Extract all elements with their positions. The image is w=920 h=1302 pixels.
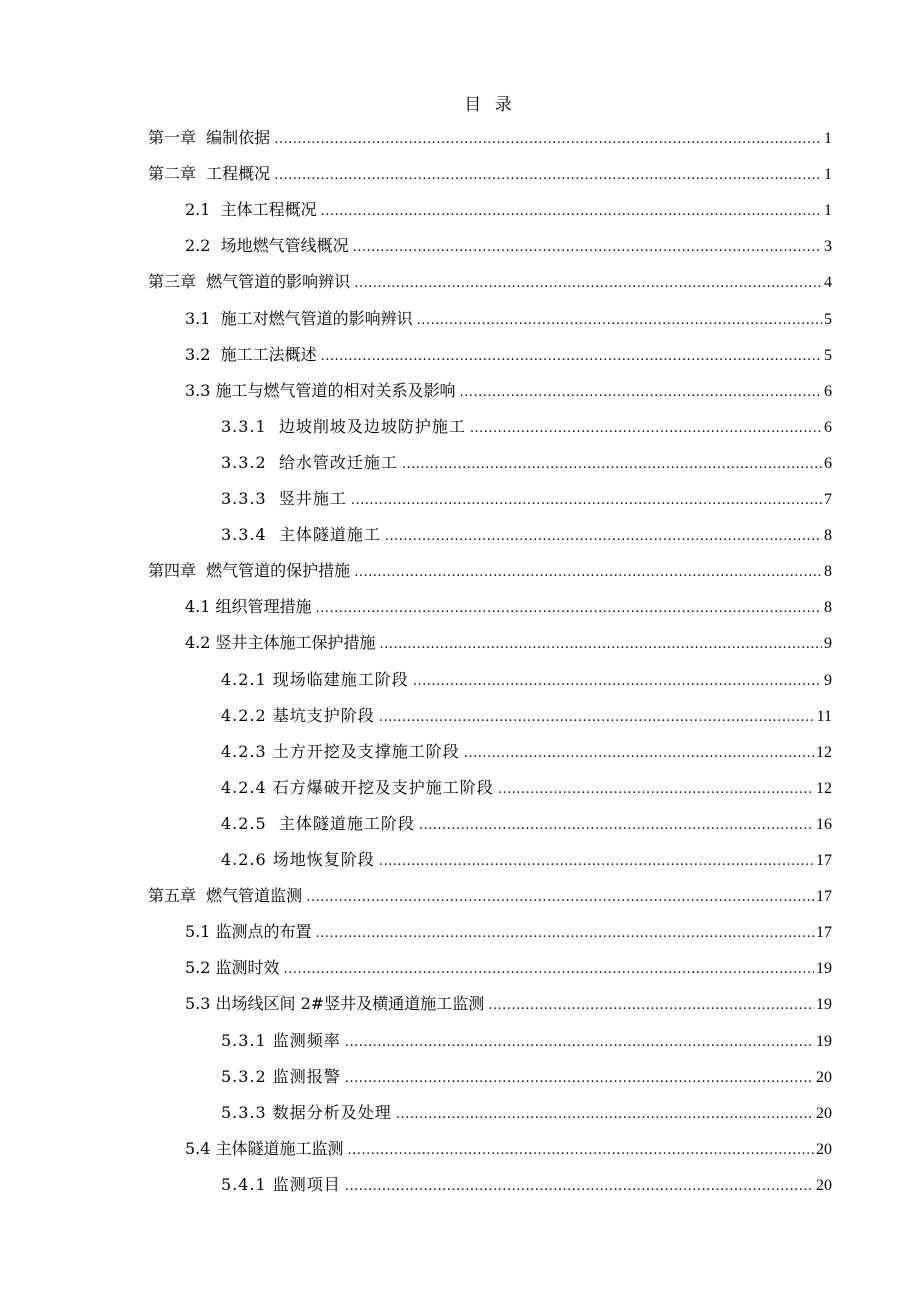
- toc-entry-page-number: 9: [824, 672, 832, 689]
- toc-entry[interactable]: [221, 1065, 832, 1089]
- toc-leader-dots: [316, 922, 814, 946]
- toc-entry-label: 4.2 竖井主体施工保护措施: [185, 633, 376, 652]
- toc-entry-label: 2.1 主体工程概况: [185, 200, 317, 219]
- toc-leader-dots: [379, 706, 815, 730]
- toc-leader-dots: [284, 958, 814, 982]
- toc-leader-dots: [316, 597, 822, 621]
- toc-entry-page-number: 7: [824, 491, 832, 508]
- toc-entry[interactable]: [148, 270, 832, 294]
- toc-entry-label: 5.4 主体隧道施工监测: [185, 1139, 344, 1158]
- toc-entry-label: 3.3.4 主体隧道施工: [221, 525, 381, 544]
- toc-leader-dots: [321, 345, 822, 369]
- toc-entry-page-number: 8: [824, 599, 832, 616]
- toc-entry-page-number: 3: [824, 238, 832, 255]
- toc-entry[interactable]: [185, 595, 832, 619]
- toc-entry-page-number: 19: [816, 960, 832, 977]
- toc-leader-dots: [460, 381, 822, 405]
- toc-entry[interactable]: [221, 451, 832, 475]
- toc-entry-page-number: 9: [824, 635, 832, 652]
- toc-entry-page-number: 5: [824, 311, 832, 328]
- toc-entry[interactable]: [221, 415, 832, 439]
- toc-entry[interactable]: [185, 379, 832, 403]
- toc-entry-label: 4.2.6 场地恢复阶段: [221, 850, 375, 869]
- toc-leader-dots: [274, 128, 822, 152]
- toc-entry[interactable]: [185, 343, 832, 367]
- toc-entry-page-number: 6: [824, 383, 832, 400]
- toc-entry[interactable]: [221, 523, 832, 547]
- toc-leader-dots: [351, 489, 822, 513]
- toc-leader-dots: [353, 236, 822, 260]
- toc-entry[interactable]: [221, 812, 832, 836]
- toc-entry-page-number: 1: [824, 202, 832, 219]
- toc-entry-page-number: 17: [816, 888, 832, 905]
- toc-leader-dots: [413, 670, 822, 694]
- toc-leader-dots: [419, 814, 814, 838]
- toc-entry-page-number: 17: [816, 852, 832, 869]
- toc-entry-label: 3.3.2 给水管改迁施工: [221, 453, 398, 472]
- toc-title: 目 录: [464, 95, 516, 115]
- toc-entry-label: 第三章 燃气管道的影响辨识: [148, 272, 351, 291]
- toc-entry-page-number: 6: [824, 419, 832, 436]
- toc-entry-page-number: 5: [824, 347, 832, 364]
- toc-entry-label: 4.2.3 土方开挖及支撑施工阶段: [221, 742, 460, 761]
- toc-entry[interactable]: [185, 198, 832, 222]
- toc-entry-label: 第五章 燃气管道监测: [148, 886, 303, 905]
- toc-leader-dots: [345, 1067, 814, 1091]
- toc-leader-dots: [321, 200, 822, 224]
- toc-entry[interactable]: [185, 631, 832, 655]
- toc-leader-dots: [354, 561, 822, 585]
- toc-entry-label: 3.3.1 边坡削坡及边坡防护施工: [221, 417, 466, 436]
- toc-leader-dots: [498, 778, 814, 802]
- toc-entry[interactable]: [221, 1101, 832, 1125]
- toc-entry-page-number: 1: [824, 130, 832, 147]
- toc-entry-page-number: 17: [816, 924, 832, 941]
- toc-entry[interactable]: [221, 704, 832, 728]
- toc-entry[interactable]: [148, 162, 832, 186]
- toc-entry-label: 第四章 燃气管道的保护措施: [148, 561, 351, 580]
- toc-entry-label: 5.4.1 监测项目: [221, 1175, 341, 1194]
- toc-entry[interactable]: [221, 1029, 832, 1053]
- toc-entry-label: 第二章 工程概况: [148, 164, 271, 183]
- toc-entry[interactable]: [148, 559, 832, 583]
- toc-entry-label: 3.1 施工对燃气管道的影响辨识: [185, 309, 413, 328]
- toc-entry[interactable]: [185, 307, 832, 331]
- toc-entry-page-number: 4: [824, 274, 832, 291]
- toc-leader-dots: [306, 886, 814, 910]
- toc-leader-dots: [348, 1139, 814, 1163]
- toc-entry[interactable]: [221, 740, 832, 764]
- toc-entry-label: 4.1 组织管理措施: [185, 597, 312, 616]
- toc-leader-dots: [379, 850, 814, 874]
- toc-leader-dots: [417, 309, 822, 333]
- toc-leader-dots: [354, 272, 822, 296]
- toc-entry-label: 4.2.1 现场临建施工阶段: [221, 670, 409, 689]
- toc-entry[interactable]: [148, 884, 832, 908]
- toc-entry-page-number: 8: [824, 527, 832, 544]
- toc-entry-label: 4.2.4 石方爆破开挖及支护施工阶段: [221, 778, 494, 797]
- toc-entry[interactable]: [221, 1173, 832, 1197]
- toc-entry-label: 第一章 编制依据: [148, 128, 271, 147]
- toc-entry-label: 5.1 监测点的布置: [185, 922, 312, 941]
- toc-leader-dots: [345, 1175, 814, 1199]
- toc-entry[interactable]: [148, 126, 832, 150]
- toc-entry-page-number: 19: [816, 1033, 832, 1050]
- toc-leader-dots: [402, 453, 822, 477]
- toc-entry[interactable]: [221, 487, 832, 511]
- toc-entry-page-number: 16: [816, 816, 832, 833]
- toc-entry-page-number: 20: [816, 1105, 832, 1122]
- toc-entry-label: 5.3.2 监测报警: [221, 1067, 341, 1086]
- toc-entry-label: 4.2.5 主体隧道施工阶段: [221, 814, 415, 833]
- toc-entry-page-number: 20: [816, 1069, 832, 1086]
- toc-entry-page-number: 11: [816, 708, 832, 725]
- toc-leader-dots: [470, 417, 822, 441]
- toc-leader-dots: [488, 994, 814, 1018]
- toc-entry-page-number: 12: [816, 780, 832, 797]
- toc-entry-label: 4.2.2 基坑支护阶段: [221, 706, 375, 725]
- toc-entry-page-number: 1: [824, 166, 832, 183]
- toc-entry[interactable]: [185, 992, 832, 1016]
- toc-leader-dots: [385, 525, 822, 549]
- toc-entry-page-number: 20: [816, 1177, 832, 1194]
- toc-leader-dots: [274, 164, 822, 188]
- toc-entry-label: 3.3 施工与燃气管道的相对关系及影响: [185, 381, 456, 400]
- toc-entry-page-number: 19: [816, 996, 832, 1013]
- toc-entry[interactable]: [185, 234, 832, 258]
- toc-entry-page-number: 8: [824, 563, 832, 580]
- toc-entry-label: 5.3 出场线区间 2#竖井及横通道施工监测: [185, 994, 485, 1013]
- toc-entry[interactable]: [185, 956, 832, 980]
- toc-entry[interactable]: [185, 920, 832, 944]
- toc-leader-dots: [464, 742, 814, 766]
- toc-entry-page-number: 20: [816, 1141, 832, 1158]
- toc-entry-label: 5.2 监测时效: [185, 958, 280, 977]
- toc-entry[interactable]: [221, 776, 832, 800]
- toc-entry-label: 5.3.3 数据分析及处理: [221, 1103, 392, 1122]
- toc-leader-dots: [396, 1103, 814, 1127]
- toc-entry[interactable]: [185, 1137, 832, 1161]
- toc-entry-page-number: 6: [824, 455, 832, 472]
- toc-entry-label: 3.2 施工工法概述: [185, 345, 317, 364]
- toc-entry[interactable]: [221, 848, 832, 872]
- toc-leader-dots: [380, 633, 822, 657]
- toc-entry-label: 3.3.3 竖井施工: [221, 489, 347, 508]
- toc-entry-label: 5.3.1 监测频率: [221, 1031, 341, 1050]
- toc-entry-page-number: 12: [816, 744, 832, 761]
- toc-leader-dots: [345, 1031, 814, 1055]
- toc-entry-label: 2.2 场地燃气管线概况: [185, 236, 349, 255]
- toc-entry[interactable]: [221, 668, 832, 692]
